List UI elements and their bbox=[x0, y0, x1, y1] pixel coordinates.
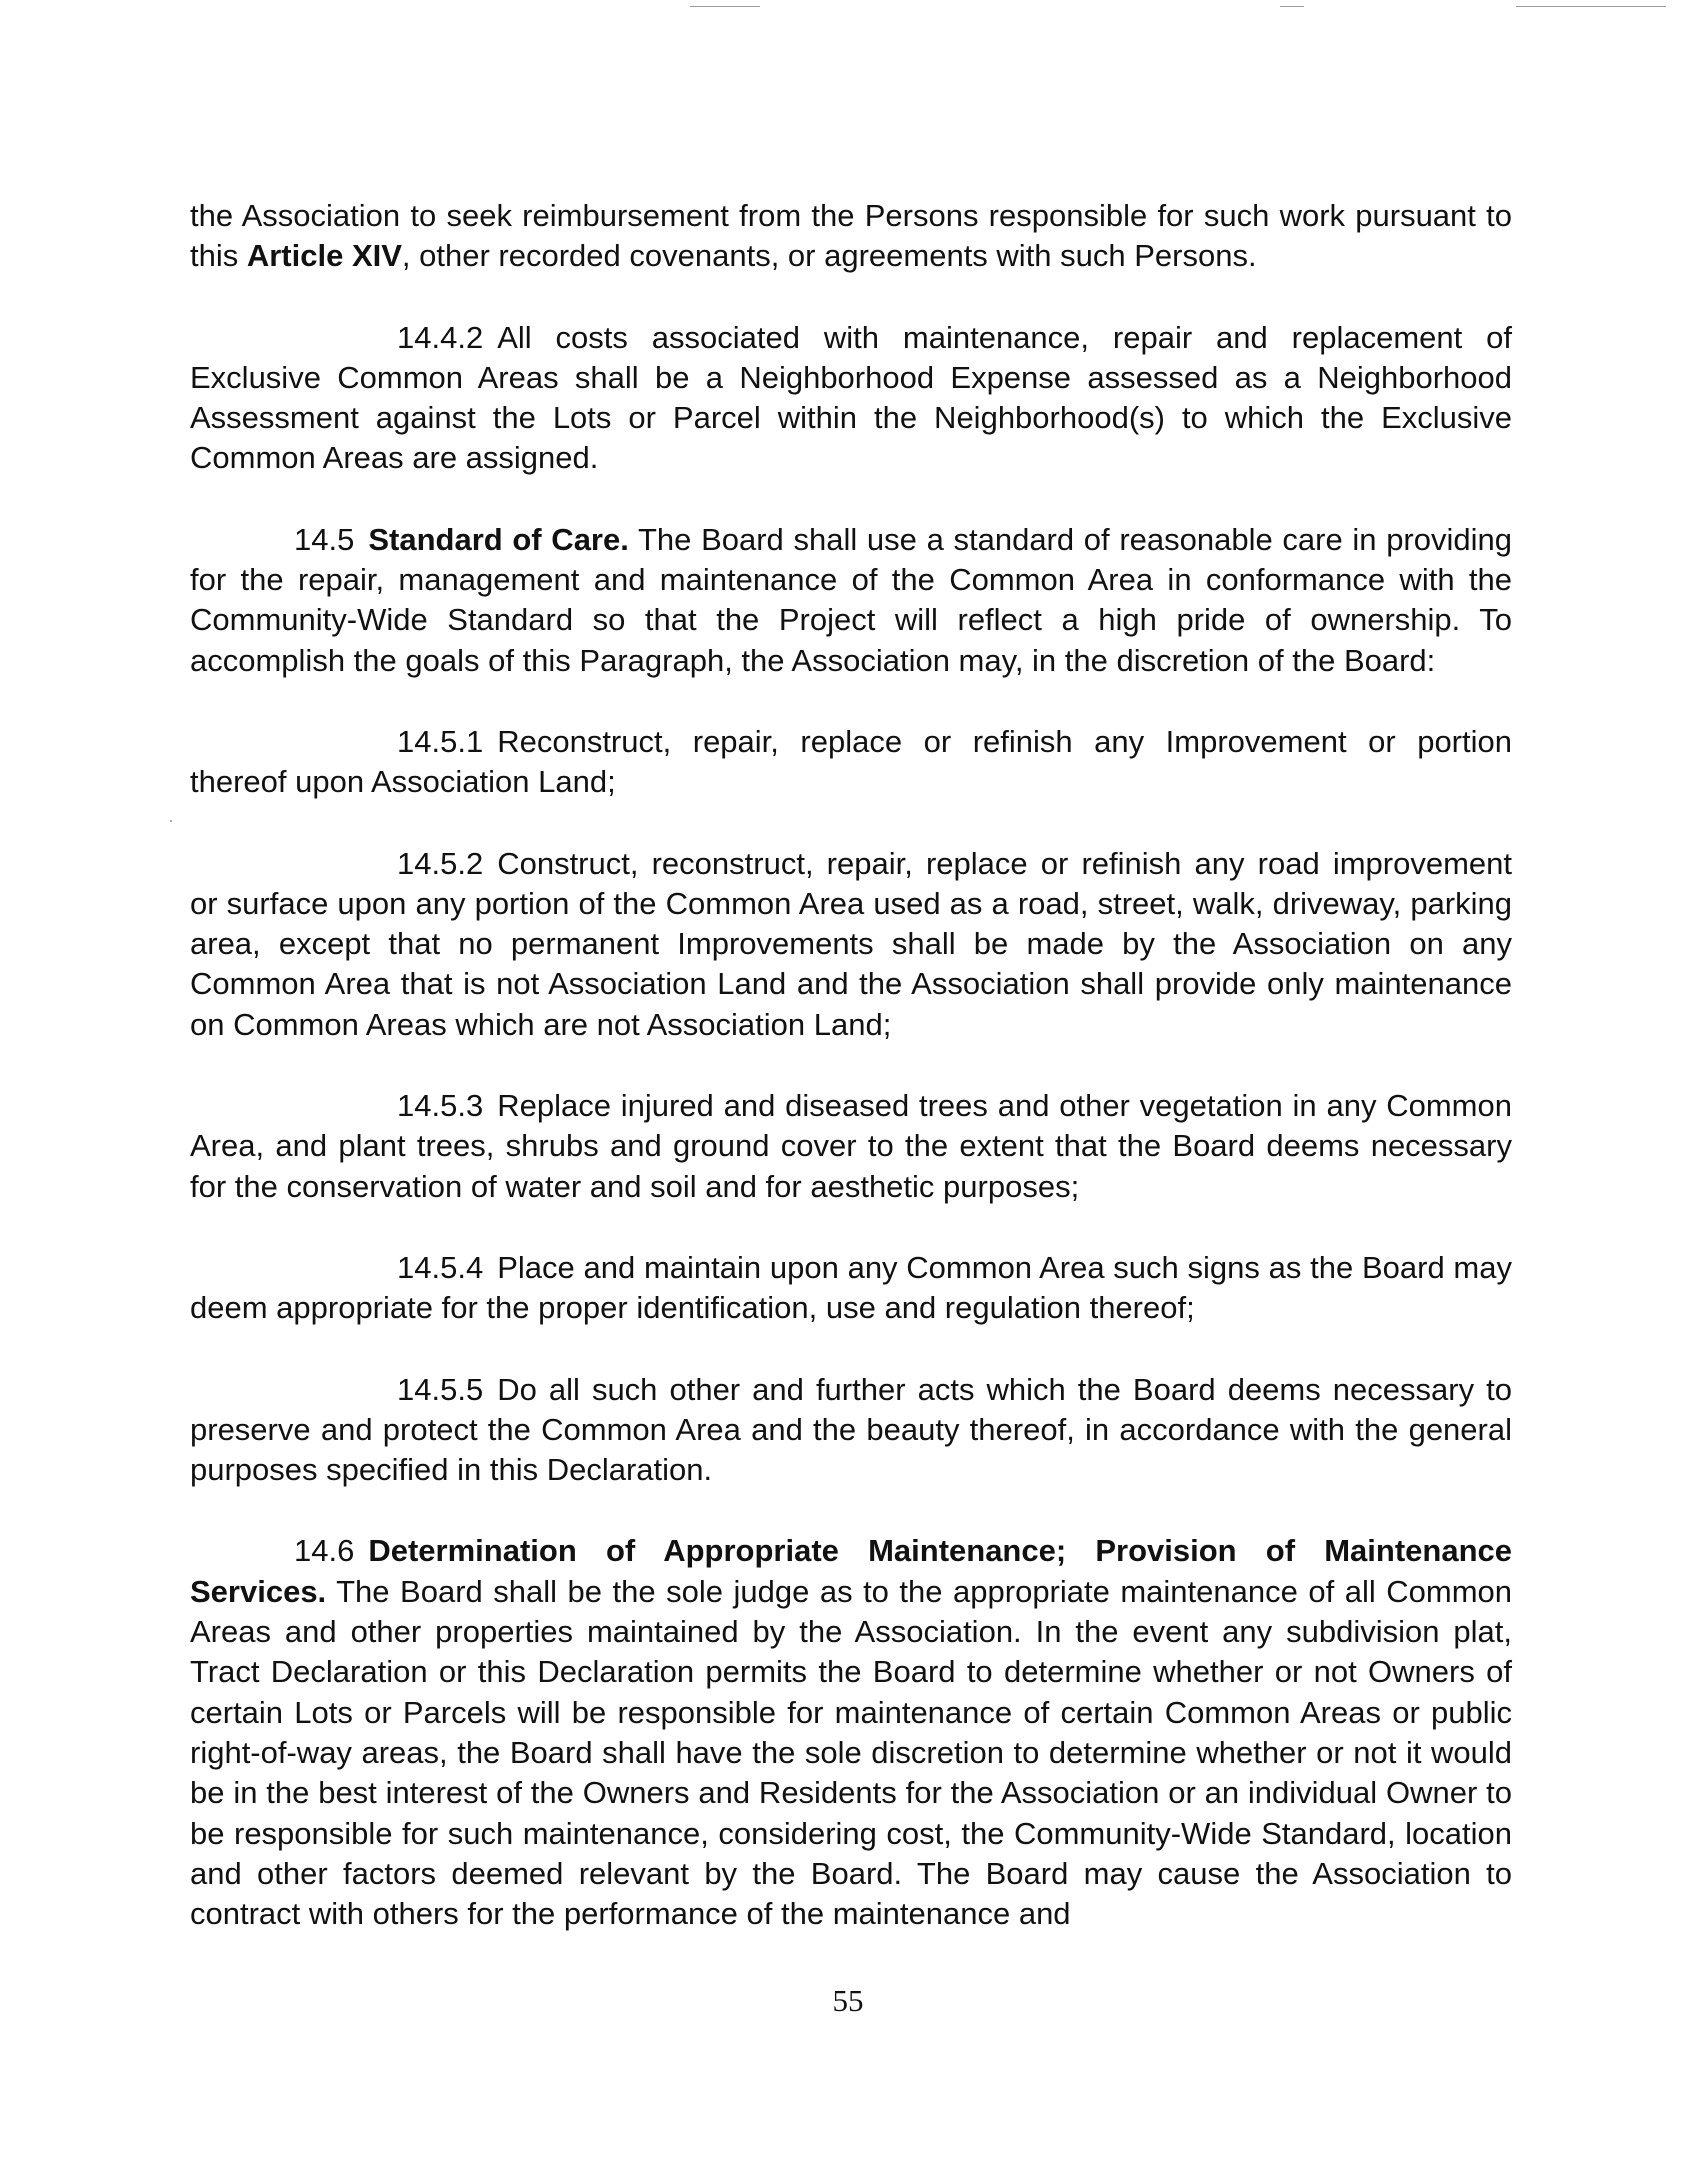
section-number: 14.5.1 bbox=[397, 723, 484, 759]
paragraph-14-5-3 bbox=[190, 1086, 1512, 1207]
paragraph-14-5-2 bbox=[190, 844, 1512, 1045]
article-reference: Article XIV bbox=[246, 238, 402, 274]
section-heading: Standard of Care. bbox=[368, 521, 629, 557]
scan-artifact-line bbox=[690, 6, 760, 7]
paragraph-14-4-1-continuation bbox=[190, 196, 1512, 277]
section-number: 14.5.4 bbox=[397, 1249, 484, 1285]
document-page bbox=[190, 196, 1512, 1975]
section-number: 14.6 bbox=[294, 1533, 355, 1569]
scan-artifact-line bbox=[1516, 6, 1666, 7]
paragraph-text: Replace injured and diseased trees and other vegetation in any Common Area, and plant trees, shrubs and ground cover to the extent that the Board deems necessary for the conservation of water and soil and for aesthetic purposes; bbox=[190, 1088, 1512, 1204]
paragraph-text: Place and maintain upon any Common Area such signs as the Board may deem appropriate for the proper identification, use and regulation thereof; bbox=[190, 1249, 1512, 1326]
paragraph-text: Do all such other and further acts which the Board deems necessary to preserve and protect the Common Area and the beauty thereof, in accordance with the general purposes specified in this Declaration. bbox=[190, 1371, 1512, 1488]
paragraph-14-4-2 bbox=[190, 318, 1512, 479]
paragraph-text: Reconstruct, repair, replace or refinish any Improvement or portion thereof upon Association Land; bbox=[190, 723, 1512, 800]
section-number: 14.5.3 bbox=[397, 1088, 484, 1124]
paragraph-text: The Board shall use a standard of reasonable care in providing for the repair, management and maintenance of the Common Area in conformance with the Community-Wide Standard so that the Project will reflect a high pride of ownership. To accomplish the goals of this Paragraph, the Association may, in the discretion of the Board: bbox=[190, 521, 1512, 678]
scan-artifact-line bbox=[1280, 6, 1304, 7]
section-number: 14.5.5 bbox=[397, 1371, 484, 1407]
paragraph-text: All costs associated with maintenance, repair and replacement of Exclusive Common Areas shall be a Neighborhood Expense assessed as a Neighborhood Assessment against the Lots or Parcel within the Neighborhood(s) to which the Exclusive Common Areas are assigned. bbox=[190, 319, 1512, 476]
section-number: 14.4.2 bbox=[397, 319, 484, 355]
paragraph-14-5-4 bbox=[190, 1248, 1512, 1329]
section-heading: Determination of Appropriate Maintenance; Provision of Maintenance Services. bbox=[190, 1533, 1512, 1609]
paragraph-14-5-1 bbox=[190, 722, 1512, 803]
paragraph-text: , other recorded covenants, or agreements with such Persons. bbox=[401, 238, 1257, 274]
paragraph-text: the Association to seek reimbursement from the Persons responsible for such work pursuant to this bbox=[190, 198, 1512, 274]
paragraph-14-5 bbox=[190, 520, 1512, 681]
page-number: 55 bbox=[832, 1983, 864, 2018]
paragraph-text: The Board shall be the sole judge as to the appropriate maintenance of all Common Areas and other properties maintained by the Association. In the event any subdivision plat, Tract Declaration or this Declaration permits the Board to determine whether or not Owners of certain Lots or Parcels will be responsible for maintenance of certain Common Areas or public right-of-way areas, the Board shall have the sole discretion to determine whether or not it would be in the best interest of the Owners and Residents for the Association or an individual Owner to be responsible for such maintenance, considering cost, the Community-Wide Standard, location and other factors deemed relevant by the Board. The Board may cause the Association to contract with others for the performance of the maintenance and bbox=[190, 1573, 1513, 1932]
paragraph-14-5-5 bbox=[190, 1370, 1512, 1491]
section-number: 14.5.2 bbox=[397, 845, 484, 881]
paragraph-14-6 bbox=[190, 1531, 1512, 1934]
section-number: 14.5 bbox=[294, 521, 355, 557]
scan-artifact-dot bbox=[170, 820, 172, 822]
paragraph-text: Construct, reconstruct, repair, replace or refinish any road improvement or surface upon any portion of the Common Area used as a road, street, walk, driveway, parking area, except that no permanent Improvements shall be made by the Association on any Common Area that is not Association Land and the Association shall provide only maintenance on Common Areas which are not Association Land; bbox=[190, 845, 1512, 1042]
